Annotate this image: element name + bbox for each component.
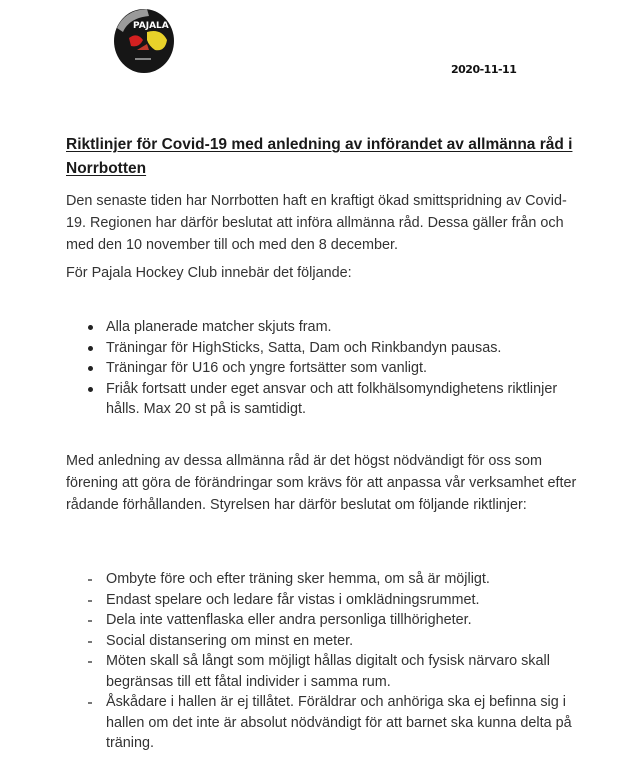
- logo-text: PAJALA: [133, 21, 169, 31]
- bullet-icon: [88, 346, 93, 351]
- club-measures-list: [66, 317, 576, 420]
- list-item: Social distansering om minst en meter.: [66, 631, 576, 652]
- pajala-logo-icon: [111, 6, 175, 74]
- dash-bullet-icon: [88, 600, 92, 602]
- list-item: Möten skall så långt som möjligt hållas digitalt och fysisk närvaro skall begränsas till ett fåtal individer i samma rum.: [66, 651, 576, 692]
- intro-paragraph: Den senaste tiden har Norrbotten haft en kraftigt ökad smittspridning av Covid-19. Regionen har därför beslutat att införa allmänna råd. Dessa gäller från och med den 10 november till och med den 8 december.: [66, 193, 567, 253]
- club-paragraph: För Pajala Hockey Club innebär det följande:: [66, 265, 352, 281]
- bullet-icon: [88, 366, 93, 371]
- dash-bullet-icon: [88, 702, 92, 704]
- list-item: Dela inte vattenflaska eller andra personliga tillhörigheter.: [66, 610, 576, 631]
- board-paragraph: Med anledning av dessa allmänna råd är det högst nödvändigt för oss som förening att göra de förändringar som krävs för att anpassa vår verksamhet efter rådande förhållanden. Styrelsen har därför beslutat om följande riktlinjer:: [66, 453, 577, 513]
- document-date: 2020-11-11: [451, 63, 517, 76]
- club-logo: [111, 6, 175, 74]
- list-item: Friåk fortsatt under eget ansvar och att folkhälsomyndighetens riktlinjer hålls. Max 20 st på is samtidigt.: [66, 379, 576, 420]
- list-item: Ombyte före och efter träning sker hemma, om så är möjligt.: [66, 569, 576, 590]
- list-item: Endast spelare och ledare får vistas i omklädningsrummet.: [66, 590, 576, 611]
- dash-bullet-icon: [88, 641, 92, 643]
- guidelines-list: [66, 569, 576, 754]
- bullet-icon: [88, 325, 93, 330]
- list-item: Åskådare i hallen är ej tillåtet. Föräldrar och anhöriga ska ej befinna sig i hallen om det inte är absolut nödvändigt för att barnet ska kunna delta på träning.: [66, 692, 576, 754]
- document-title: Riktlinjer för Covid-19 med anledning av införandet av allmänna råd i Norrbotten: [66, 136, 573, 177]
- dash-bullet-icon: [88, 620, 92, 622]
- list-item: Träningar för U16 och yngre fortsätter som vanligt.: [66, 358, 576, 379]
- bullet-icon: [88, 387, 93, 392]
- dash-bullet-icon: [88, 661, 92, 663]
- list-item: Alla planerade matcher skjuts fram.: [66, 317, 576, 338]
- list-item: Träningar för HighSticks, Satta, Dam och Rinkbandyn pausas.: [66, 338, 576, 359]
- dash-bullet-icon: [88, 579, 92, 581]
